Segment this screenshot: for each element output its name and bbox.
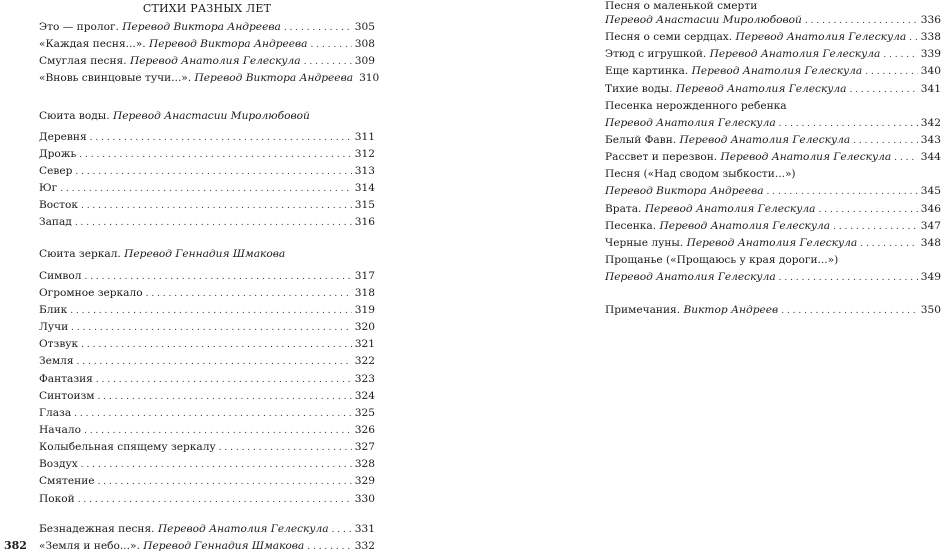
entry-page-number: 320 <box>354 321 375 334</box>
entry-translator: Перевод Анатолия Гелескула <box>720 151 892 164</box>
entry-page-number: 339 <box>920 48 941 61</box>
entry-page-number: 313 <box>354 164 375 177</box>
entry-page-number: 345 <box>920 185 941 198</box>
entry-page-number: 330 <box>354 492 375 505</box>
toc-entry <box>605 302 941 319</box>
toc-items-c <box>605 201 941 252</box>
entry-title: Север <box>39 164 73 177</box>
dot-leader <box>311 37 352 54</box>
toc-entry <box>39 456 375 473</box>
toc-entry <box>605 132 941 149</box>
entry-title: Символ <box>39 269 82 282</box>
toc-entry <box>39 538 375 554</box>
dot-leader <box>909 30 918 47</box>
entry-translator: Перевод Анатолия Гелескула <box>675 82 847 95</box>
toc-entry <box>39 36 375 53</box>
toc-entry <box>39 422 375 439</box>
entry-translator: Перевод Анатолия Гелескула <box>735 31 907 44</box>
entry-title: Безнадежная песня. <box>39 522 155 535</box>
entry-title: Восток <box>39 199 78 212</box>
dot-leader <box>805 13 918 30</box>
dot-leader <box>219 440 352 457</box>
entry-translator: Перевод Анатолия Гелескула <box>129 55 301 68</box>
dot-leader <box>77 354 352 371</box>
right-page <box>605 0 941 319</box>
entry-title: Дрожь <box>39 147 77 160</box>
entry-page-number: 343 <box>920 133 941 146</box>
dot-leader <box>78 492 352 509</box>
entry-page-number: 317 <box>354 269 375 282</box>
entry-page-number: 327 <box>354 441 375 454</box>
toc-entry <box>605 12 941 29</box>
entry-title: Деревня <box>39 130 87 143</box>
entry-title: Примечания. <box>605 304 681 317</box>
dot-leader <box>865 64 918 81</box>
dot-leader <box>332 522 352 539</box>
entry-page-number: 323 <box>354 372 375 385</box>
entry-page-number: 305 <box>354 21 375 33</box>
toc-entry <box>39 473 375 490</box>
toc-entry <box>39 129 375 146</box>
toc-entry-first <box>605 12 941 29</box>
dot-leader <box>84 423 352 440</box>
entry-translator: Перевод Анатолия Гелескула <box>157 522 329 535</box>
entry-title: Песенка. <box>605 219 657 232</box>
toc-entry <box>39 353 375 370</box>
entry-page-number: 350 <box>920 304 941 317</box>
toc-items-a <box>605 29 941 98</box>
entry-title: Огромное зеркало <box>39 286 143 299</box>
dot-leader <box>98 389 352 406</box>
entry-page-number: 328 <box>354 458 375 471</box>
entry-page-number: 324 <box>354 389 375 402</box>
toc-entry <box>605 201 941 218</box>
entry-title: Колыбельная спящему зеркалу <box>39 441 216 454</box>
entry-translator: Перевод Анатолия Гелескула <box>691 65 863 78</box>
entry-title: «Земля и небо...». <box>39 539 140 552</box>
toc-entry <box>39 53 375 70</box>
entry-page-number: 322 <box>354 355 375 368</box>
dot-leader <box>79 147 351 164</box>
dot-leader <box>849 82 917 99</box>
toc-title-line: Прощанье («Прощаюсь у края дороги...») <box>605 253 839 266</box>
toc-entry <box>39 405 375 422</box>
toc-group-1 <box>39 19 380 88</box>
entry-title: Земля <box>39 355 74 368</box>
toc-entry <box>39 163 375 180</box>
toc-entry <box>39 388 375 405</box>
dot-leader <box>304 54 352 71</box>
toc-entry-vault <box>605 183 941 200</box>
entry-title: «Каждая песня...». <box>39 38 146 51</box>
toc-entry <box>605 63 941 80</box>
entry-page-number: 346 <box>920 202 941 215</box>
entry-page-number: 321 <box>354 338 375 351</box>
toc-entry <box>39 491 375 508</box>
toc-entry <box>39 319 375 336</box>
entry-title: Смуглая песня. <box>39 55 127 68</box>
left-page <box>39 0 380 554</box>
toc-title-line: Песня («Над сводом зыбкости...») <box>605 168 796 181</box>
toc-water-items <box>39 129 375 232</box>
entry-title: Черные луны. <box>605 236 684 249</box>
entry-title: Белый Фавн. <box>605 133 677 146</box>
entry-page-number: 331 <box>354 522 375 535</box>
entry-translator: Перевод Виктора Андреева <box>605 185 764 198</box>
dot-leader <box>96 372 352 389</box>
entry-page-number: 332 <box>354 539 375 552</box>
entry-translator: Перевод Геннадия Шмакова <box>143 539 305 552</box>
entry-title: Еще картинка. <box>605 65 689 78</box>
toc-entry <box>39 336 375 353</box>
dot-leader <box>75 215 352 232</box>
entry-page-number: 308 <box>354 38 375 51</box>
entry-title: Синтоизм <box>39 389 95 402</box>
entry-title: Начало <box>39 423 81 436</box>
entry-page-number: 326 <box>354 423 375 436</box>
suite-water-title: Сюита воды. Перевод Анастасии Миролюбовой <box>39 109 310 122</box>
toc-mirror-items <box>39 268 375 508</box>
entry-title: Глаза <box>39 406 72 419</box>
dot-leader <box>74 406 352 423</box>
toc-entry-notes <box>605 302 941 319</box>
toc-group-2 <box>39 521 375 554</box>
entry-title: Смятение <box>39 475 95 488</box>
dot-leader <box>779 270 918 287</box>
toc-entry <box>39 521 375 538</box>
toc-entry <box>39 285 375 302</box>
entry-title: Фантазия <box>39 372 93 385</box>
entry-page-number: 325 <box>354 406 375 419</box>
section-heading: СТИХИ РАЗНЫХ ЛЕТ <box>142 2 272 15</box>
entry-page-number: 309 <box>354 55 375 68</box>
entry-page-number: 342 <box>920 116 941 129</box>
toc-entry <box>39 302 375 319</box>
toc-items-b <box>605 132 941 166</box>
dot-leader <box>98 474 352 491</box>
entry-title: Тихие воды. <box>605 82 673 95</box>
entry-translator: Виктор Андреев <box>683 304 779 317</box>
dot-leader <box>81 337 352 354</box>
dot-leader <box>883 47 917 64</box>
dot-leader <box>779 116 918 133</box>
toc-entry <box>605 115 941 132</box>
entry-translator: Перевод Анатолия Гелескула <box>679 133 851 146</box>
entry-translator: Перевод Анастасии Миролюбовой <box>605 14 802 26</box>
dot-leader <box>70 303 352 320</box>
entry-page-number: 311 <box>354 130 375 143</box>
entry-page-number: 329 <box>354 475 375 488</box>
entry-translator: Перевод Анатолия Гелескула <box>659 219 831 232</box>
suite-mirror-title: Сюита зеркал. Перевод Геннадия Шмакова <box>39 247 286 260</box>
entry-title: Врата. <box>605 202 642 215</box>
toc-entry <box>605 81 941 98</box>
toc-title-line: Песенка нерожденного ребенка <box>605 99 787 112</box>
entry-page-number: 310 <box>359 72 380 85</box>
entry-title: Блик <box>39 303 68 316</box>
entry-page-number: 336 <box>920 14 941 26</box>
dot-leader <box>146 286 352 303</box>
dot-leader <box>853 133 918 150</box>
dot-leader <box>767 184 918 201</box>
dot-leader <box>284 20 352 37</box>
entry-translator: Перевод Виктора Андреева <box>122 21 281 33</box>
entry-title: Этюд с игрушкой. <box>605 48 707 61</box>
entry-title: Запад <box>39 216 72 229</box>
page-number: 382 <box>4 539 27 552</box>
entry-page-number: 344 <box>920 151 941 164</box>
dot-leader <box>818 202 917 219</box>
entry-page-number: 341 <box>920 82 941 95</box>
toc-entry <box>605 269 941 286</box>
dot-leader <box>84 269 351 286</box>
entry-title: Отзвук <box>39 338 79 351</box>
toc-entry <box>605 46 941 63</box>
entry-title: Рассвет и перезвон. <box>605 151 718 164</box>
toc-entry <box>39 146 375 163</box>
dot-leader <box>81 457 352 474</box>
dot-leader <box>90 130 352 147</box>
toc-entry <box>39 214 375 231</box>
entry-page-number: 338 <box>920 31 941 44</box>
entry-translator: Перевод Анатолия Гелескула <box>605 116 776 129</box>
entry-page-number: 316 <box>354 216 375 229</box>
toc-entry <box>39 70 380 87</box>
toc-entry <box>39 19 375 36</box>
toc-entry <box>39 197 375 214</box>
entry-translator: Перевод Анатолия Гелескула <box>686 236 858 249</box>
toc-entry <box>39 439 375 456</box>
entry-page-number: 319 <box>354 303 375 316</box>
entry-title: «Вновь свинцовые тучи...». <box>39 72 192 85</box>
entry-page-number: 318 <box>354 286 375 299</box>
toc-title-line: Песня о маленькой смерти <box>605 0 758 12</box>
toc-entry <box>39 371 375 388</box>
entry-title: Воздух <box>39 458 78 471</box>
toc-entry <box>39 268 375 285</box>
entry-title: Покой <box>39 492 75 505</box>
dot-leader <box>781 303 918 320</box>
dot-leader <box>81 198 352 215</box>
entry-title: Юг <box>39 182 58 195</box>
toc-entry <box>605 149 941 166</box>
entry-translator: Перевод Анатолия Гелескула <box>709 48 881 61</box>
entry-page-number: 312 <box>354 147 375 160</box>
dot-leader <box>75 164 351 181</box>
entry-page-number: 340 <box>920 65 941 78</box>
entry-title: Это — пролог. <box>39 21 119 33</box>
toc-entry <box>39 180 375 197</box>
entry-translator: Перевод Анатолия Гелескула <box>644 202 816 215</box>
dot-leader <box>71 320 352 337</box>
entry-page-number: 315 <box>354 199 375 212</box>
toc-entry-farewell <box>605 269 941 286</box>
toc-entry <box>605 183 941 200</box>
dot-leader <box>307 539 352 554</box>
toc-entry <box>605 218 941 235</box>
entry-page-number: 349 <box>920 271 941 284</box>
entry-translator: Перевод Анатолия Гелескула <box>605 271 776 284</box>
dot-leader <box>60 181 352 198</box>
dot-leader <box>894 150 918 167</box>
entry-translator: Перевод Виктора Андреева <box>148 38 308 51</box>
dot-leader <box>833 219 918 236</box>
entry-page-number: 347 <box>920 219 941 232</box>
toc-entry-unborn <box>605 115 941 132</box>
toc-entry <box>605 29 941 46</box>
toc-entry <box>605 235 941 252</box>
entry-translator: Перевод Виктора Андреева <box>194 72 354 85</box>
entry-page-number: 348 <box>920 236 941 249</box>
entry-page-number: 314 <box>354 182 375 195</box>
entry-title: Песня о семи сердцах. <box>605 31 733 44</box>
entry-title: Лучи <box>39 321 69 334</box>
dot-leader <box>860 236 918 253</box>
